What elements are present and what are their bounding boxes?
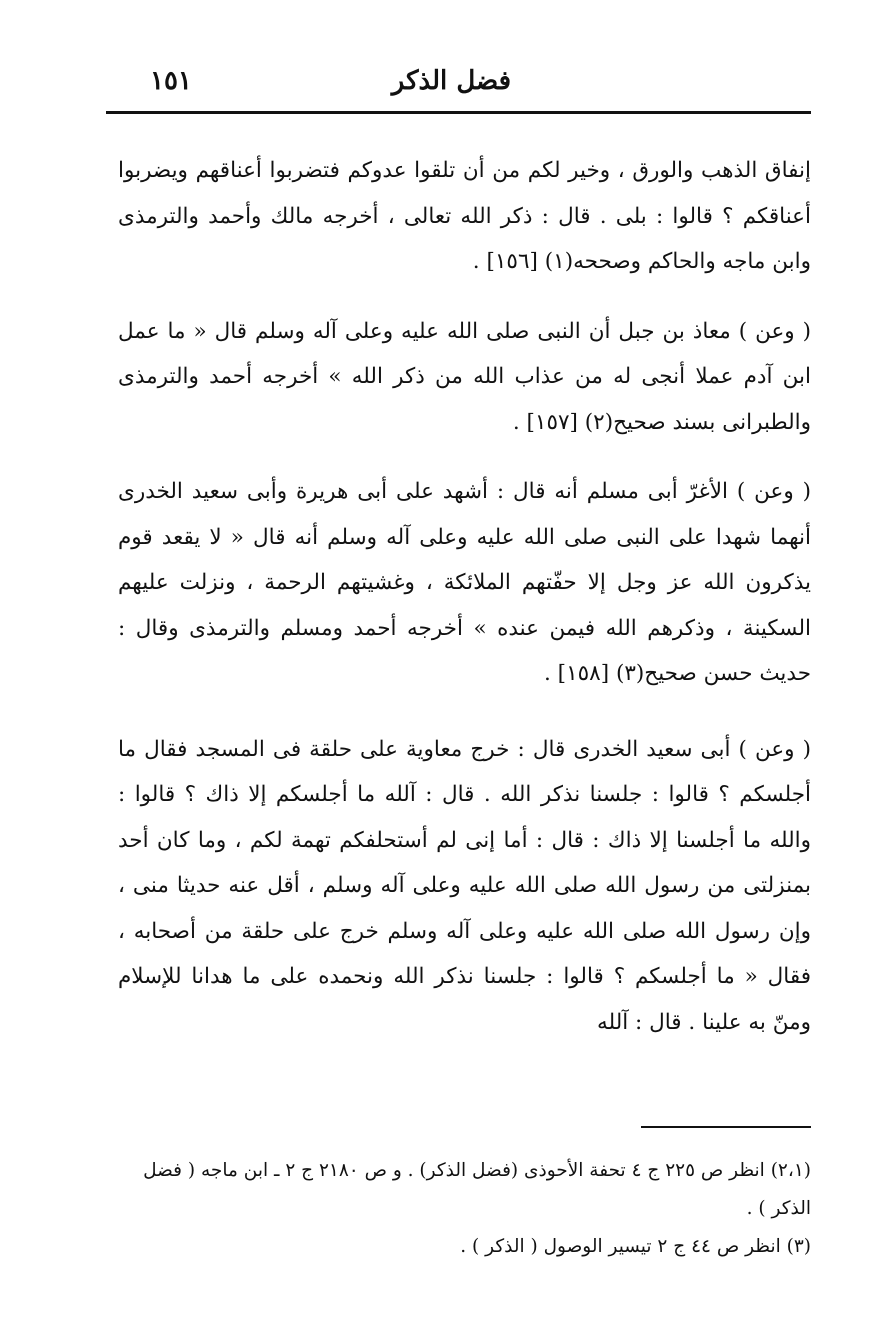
paragraph-3: ( وعن ) الأغرّ أبى مسلم أنه قال : أشهد على أبى هريرة وأبى سعيد الخدرى أنهما شهدا على النبى صلى الله عليه وعلى آله وسلم أنه قال « لا يقعد قوم يذكرون الله عز وجل إلا حفّتهم الملائكة ، وغشيتهم الرحمة ، ونزلت عليهم السكينة ، وذكرهم الله فيمن عنده » أخرجه أحمد ومسلم والترمذى وقال : حديث حسن صحيح(٣) [١٥٨] . [118,479,811,686]
page-number: ١٥١ [150,66,192,96]
footnotes [118,1152,811,1266]
paragraph-4: ( وعن ) أبى سعيد الخدرى قال : خرج معاوية على حلقة فى المسجد فقال ما أجلسكم ؟ قالوا : جلسنا نذكر الله . قال : آلله ما أجلسكم إلا ذاك ؟ قالوا : والله ما أجلسنا إلا ذاك : قال : أما إنى لم أستحلفكم تهمة لكم ، وما كان أحد بمنزلتى من رسول الله صلى الله عليه وعلى آله وسلم ، أقل عنه حديثا منى ، وإن رسول الله صلى الله عليه وعلى آله وسلم خرج على حلقة من أصحابه ، فقال « ما أجلسكم ؟ قالوا : جلسنا نذكر الله ونحمده على ما هدانا للإسلام ومنّ به علينا . قال : آلله [118,736,811,1035]
paragraph-2: ( وعن ) معاذ بن جبل أن النبى صلى الله عليه وعلى آله وسلم قال « ما عمل ابن آدم عملا أنجى له من عذاب الله من ذكر الله » أخرجه أحمد والترمذى والطبرانى بسند صحيح(٢) [١٥٧] . [118,318,811,435]
footnote-3: (٣) انظر ص ٤٤ ج ٢ تيسير الوصول ( الذكر ) . [460,1236,811,1257]
main-text [118,148,811,1045]
paragraph-1: إنفاق الذهب والورق ، وخير لكم من أن تلقوا عدوكم فتضربوا أعناقهم ويضربوا أعناقكم ؟ قالوا : بلى . قال : ذكر الله تعالى ، أخرجه مالك وأحمد والترمذى وابن ماجه والحاكم وصححه(١) [١٥٦] . [118,158,811,274]
running-title: فضل الذكر [391,66,511,96]
footnote-1-2: (٢،١) انظر ص ٢٢٥ ج ٤ تحفة الأحوذى (فضل الذكر) . و ص ٢١٨٠ ج ٢ ـ ابن ماجه ( فضل الذكر ) . [143,1160,811,1219]
footnote-divider [641,1126,811,1128]
page-header [108,62,811,106]
header-divider [106,111,811,114]
